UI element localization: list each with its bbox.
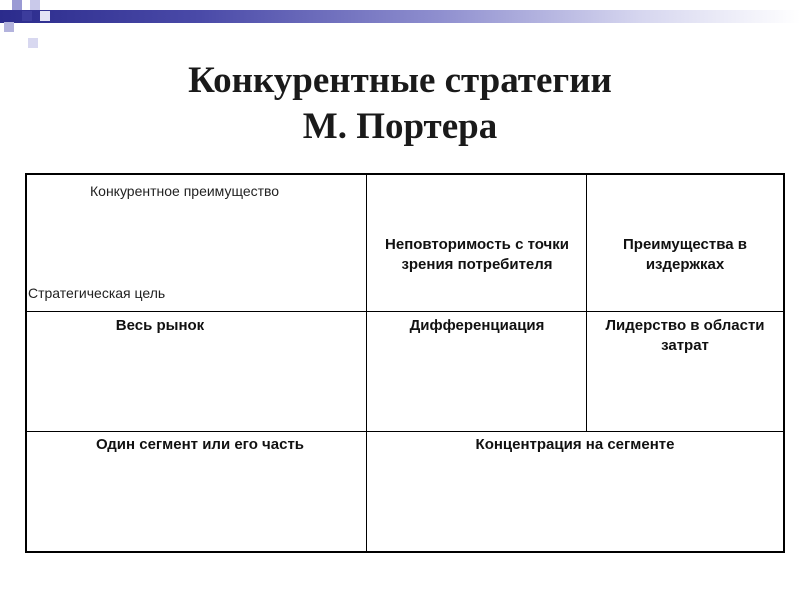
cell-segment-focus: Концентрация на сегменте (475, 436, 675, 453)
cell-cost-leadership: Лидерство в области затрат (605, 317, 765, 354)
decor-square (12, 0, 22, 10)
row-label-one-segment: Один сегмент или его часть (95, 436, 305, 453)
corner-label-advantage: Конкурентное преимущество (90, 183, 280, 199)
header-gradient-bar (0, 10, 800, 23)
table-border-left (25, 173, 27, 553)
col-divider-2 (586, 173, 587, 432)
decor-square (4, 22, 14, 32)
row-label-whole-market: Весь рынок (115, 317, 205, 334)
decor-square (28, 38, 38, 48)
corner-label-goal: Стратегическая цель (28, 285, 166, 301)
table-border-right (783, 173, 785, 553)
col-divider-1 (366, 173, 367, 553)
strategy-table (25, 173, 785, 553)
row-divider-1 (25, 311, 785, 312)
row-divider-2 (25, 431, 785, 432)
table-border-top (25, 173, 785, 175)
title-line-1: Конкурентные стратегии (188, 60, 612, 101)
decor-square (22, 11, 32, 21)
col-header-uniqueness: Неповторимость с точки зрения потребителя (385, 236, 569, 273)
page-title (0, 58, 800, 150)
table-border-bottom (25, 551, 785, 553)
decor-square (40, 11, 50, 21)
title-line-2: М. Портера (302, 106, 498, 147)
col-header-cost-advantage: Преимущества в издержках (623, 236, 747, 273)
decor-square (30, 0, 40, 10)
cell-differentiation: Дифференциация (409, 317, 545, 334)
